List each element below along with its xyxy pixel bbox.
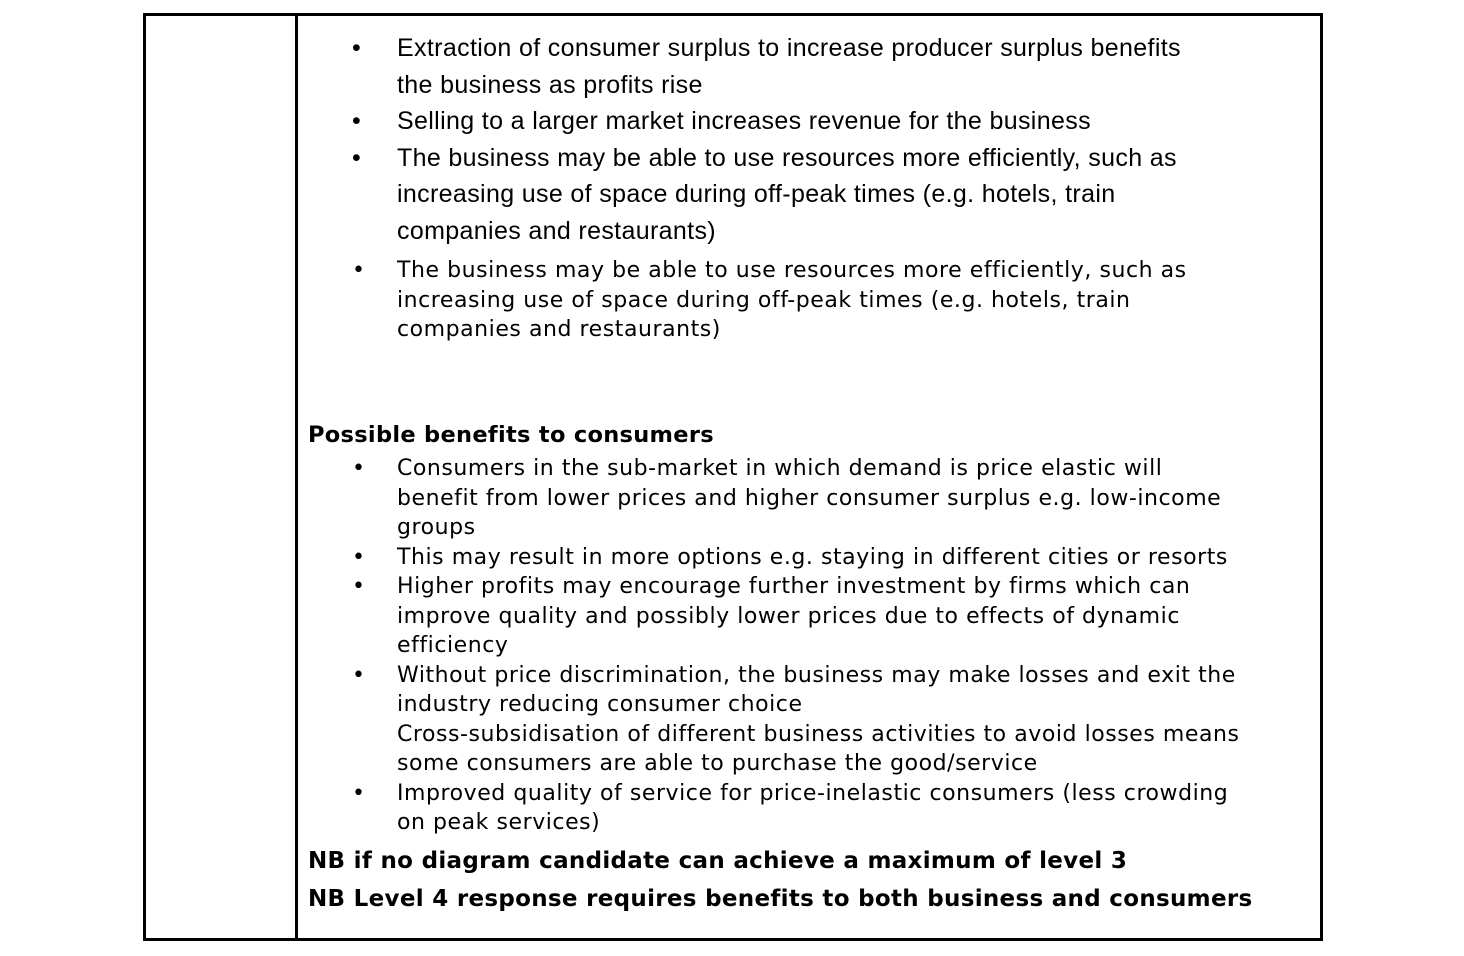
bullet-line: Selling to a larger market increases revenue for the business (397, 107, 1091, 135)
bullet-item (298, 661, 1308, 720)
bullet-lines (397, 543, 1308, 573)
bullet-line: Consumers in the sub-market in which demand is price elastic will (397, 456, 1163, 481)
answer-cell (298, 16, 1320, 938)
bullet-marker: • (352, 258, 366, 283)
bullet-item (298, 779, 1308, 838)
bullet-line: The business may be able to use resources more efficiently, such as (397, 258, 1187, 283)
section-gap (298, 345, 1308, 421)
bullet-line: companies and restaurants) (397, 216, 716, 245)
bullet-item (298, 30, 1308, 103)
bullet-item (298, 572, 1308, 661)
bullet-lines (397, 661, 1308, 720)
bullet-line: companies and restaurants) (397, 317, 721, 342)
bullet-lines (397, 30, 1308, 103)
bullet-item (298, 720, 1308, 779)
consumer-bullets (298, 454, 1308, 838)
bullet-line: Without price discrimination, the business may make losses and exit the (397, 662, 1236, 688)
bullet-item (298, 140, 1308, 250)
benefit-bullets-secondary (298, 256, 1308, 345)
bullet-line: the business as profits rise (397, 70, 703, 99)
bullet-line: improve quality and possibly lower prices due to effects of dynamic (397, 603, 1180, 629)
bullet-lines (397, 454, 1308, 543)
mark-scheme-table (143, 13, 1323, 941)
bullet-line: Improved quality of service for price-inelastic consumers (less crowding (397, 780, 1229, 806)
bullet-lines (397, 720, 1308, 779)
bullet-line: benefit from lower prices and higher consumer surplus e.g. low-income (397, 485, 1222, 511)
benefit-bullets-primary (298, 30, 1308, 249)
bullet-marker: • (352, 780, 366, 806)
nb-note-level4: NB Level 4 response requires benefits to both business and consumers (308, 886, 1253, 912)
bullet-marker: • (352, 456, 366, 481)
consumers-heading: Possible benefits to consumers (308, 421, 714, 448)
bullet-item (298, 103, 1308, 140)
bullet-lines (397, 256, 1308, 345)
bullet-marker: • (352, 544, 366, 570)
bullet-marker: • (352, 143, 362, 172)
bullet-lines (397, 103, 1308, 140)
bullet-line: Extraction of consumer surplus to increase producer surplus benefits (397, 34, 1181, 62)
bullet-lines (397, 779, 1308, 838)
bullet-item (298, 454, 1308, 543)
bullet-lines (397, 140, 1308, 250)
bullet-line: increasing use of space during off-peak times (e.g. hotels, train (397, 180, 1116, 208)
bullet-line: This may result in more options e.g. staying in different cities or resorts (397, 544, 1228, 570)
bullet-marker: • (352, 662, 366, 688)
bullet-line: on peak services) (397, 810, 601, 835)
bullet-item (298, 256, 1308, 345)
bullet-line: groups (397, 515, 476, 540)
bullet-line: increasing use of space during off-peak times (e.g. hotels, train (397, 287, 1131, 313)
bullet-line: Higher profits may encourage further investment by firms which can (397, 574, 1191, 599)
bullet-line: industry reducing consumer choice (397, 692, 803, 717)
nb-note-diagram: NB if no diagram candidate can achieve a maximum of level 3 (308, 847, 1128, 874)
bullet-marker: • (352, 107, 362, 135)
bullet-line: The business may be able to use resources more efficiently, such as (397, 143, 1177, 172)
bullet-marker-empty (352, 720, 397, 779)
bullet-marker: • (352, 574, 366, 599)
question-number-cell (146, 16, 298, 938)
bullet-line: some consumers are able to purchase the good/service (397, 751, 1038, 776)
bullet-marker: • (352, 34, 362, 62)
bullet-line: efficiency (397, 633, 509, 658)
bullet-line: Cross-subsidisation of different business activities to avoid losses means (397, 721, 1240, 747)
bullet-item (298, 543, 1308, 573)
bullet-lines (397, 572, 1308, 661)
